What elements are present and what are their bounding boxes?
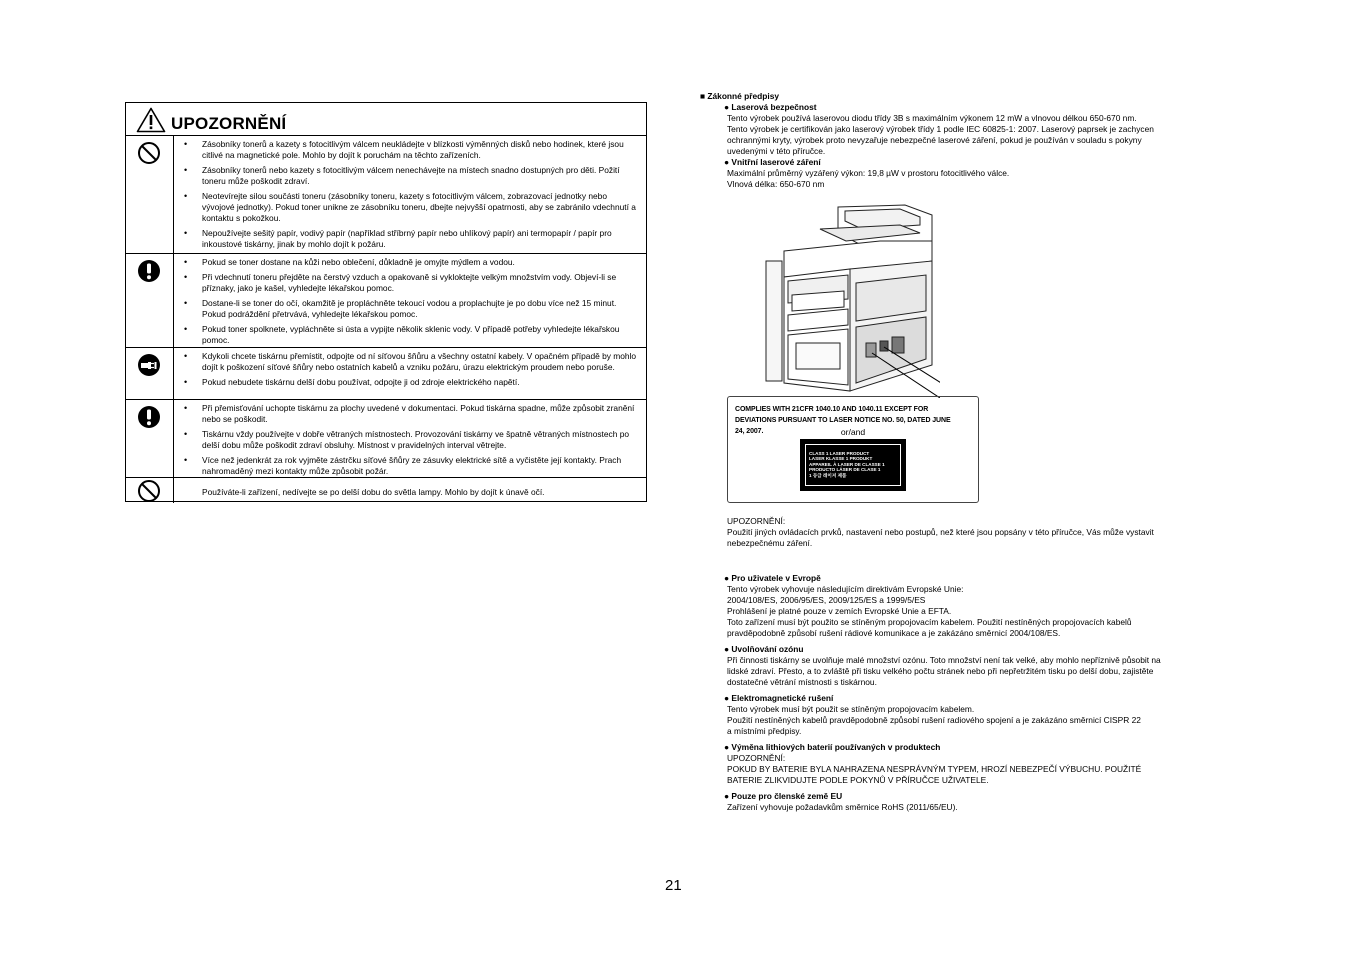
laser-label-line: PRODUCTO LÁSER DE CLASE 1 — [809, 467, 881, 473]
text-line: Tento výrobek je certifikován jako laserový výrobek třídy 1 podle IEC 60825-1: 2007. Laserový paprsek je zachycen — [727, 124, 1154, 134]
warning-triangle-icon — [136, 107, 166, 133]
class1-laser-label — [800, 439, 906, 491]
europe-title: ● Pro uživatele v Evropě — [724, 573, 821, 583]
row-icon-cell — [126, 399, 174, 477]
exclamation-icon — [137, 405, 161, 429]
text-line: lidské zdraví. Přesto, a to zvláště při tisku velkého počtu stránek nebo při nepřetržitém tisku po delší dobu, zajistěte — [727, 666, 1154, 676]
text-line: a místními předpisy. — [727, 726, 802, 736]
laser-label-line: LASER KLASSE 1 PRODUKT — [809, 456, 873, 462]
laser-label-line: APPAREIL À LASER DE CLASSE 1 — [809, 461, 885, 467]
text-line: Maximální průměrný vyzářený výkon: 19,8 µW v prostoru fotocitlivého válce. — [727, 168, 1010, 178]
text-line: Zařízení vyhovuje požadavkům směrnice RoHS (2011/65/EU). — [727, 802, 958, 812]
warning-item: • Dostane-li se toner do očí, okamžitě je propláchněte tekoucí vodou a proplachujte je po dobu více než 15 minut. Pokud podráždění přetrvává, vyhledejte lékařskou pomoc. — [182, 298, 640, 320]
warning-item: Používáte-li zařízení, nedívejte se po delší dobu do světla lampy. Mohlo by dojít k únavě očí. — [202, 487, 545, 497]
warning-item: • Tiskárnu vždy používejte v dobře větraných místnostech. Provozování tiskárny ve špatně větraných místnostech po delší dobu může poškodit zdraví obsluhy. Místnost v pravidelných interval větrejte. — [182, 429, 640, 451]
warning-header — [126, 103, 646, 136]
row-icon-cell — [126, 135, 174, 253]
text-line: BATERIE ZLIKVIDUJTE PODLE POKYNŮ V PŘÍRUČCE UŽIVATELE. — [727, 775, 989, 785]
laser-label-line: 1 등급 레이저 제품 — [809, 472, 847, 478]
text-line: Tento výrobek používá laserovou diodu třídy 3B s maximálním výkonem 12 mW a vlnovou délkou 650-670 nm. — [727, 113, 1137, 123]
text-line: Použití jiných ovládacích prvků, nastavení nebo postupů, než které jsou popsány v této příručce, Vás může vystavit — [727, 527, 1154, 537]
text-line: UPOZORNĚNÍ: — [727, 753, 786, 763]
battery-title: ● Výměna lithiových baterií používaných v produktech — [724, 742, 941, 752]
text-line: nebezpečnému záření. — [727, 538, 813, 548]
printer-illustration — [760, 203, 940, 398]
laser-label-line: CLASS 1 LASER PRODUCT — [809, 451, 870, 456]
internal-laser-block — [700, 157, 1240, 190]
text-line: Tento výrobek vyhovuje následujícím direktivám Evropské Unie: — [727, 584, 964, 594]
prohibition-icon — [137, 141, 161, 165]
warning-item: • Při vdechnutí toneru přejděte na čerstvý vzduch a opakovaně si vykloktejte velkým množstvím vody. Objeví-li se příznaky, jako je kašel, vyhledejte lékařskou pomoc. — [182, 272, 640, 294]
warning-item: • Nepoužívejte sešitý papír, vodivý papír (například stříbrný papír nebo uhlíkový papír) ani termopapír / papír pro inkoustové tiskárny, jinak by mohlo dojít k požáru. — [182, 228, 640, 250]
row-icon-cell — [126, 347, 174, 399]
emc-block — [700, 693, 1240, 737]
warning-item: • Pokud se toner dostane na kůži nebo oblečení, důkladně je omyjte mýdlem a vodou. — [182, 257, 640, 268]
text-line: pravděpodobně způsobí rušení rádiové komunikace a je zakázáno směrnicí 2004/108/ES. — [727, 628, 1061, 638]
text-line: ochrannými kryty, výrobek proto nevyzařuje nebezpečné laserové záření, pokud je používán v souladu s pokyny — [727, 135, 1142, 145]
caution-block — [700, 516, 1240, 549]
unplug-icon — [137, 353, 161, 377]
text-line: Vlnová délka: 650-670 nm — [727, 179, 825, 189]
warning-item: • Pokud nebudete tiskárnu delší dobu používat, odpojte ji od zdroje elektrického napětí. — [182, 377, 640, 388]
eu-only-title: ● Pouze pro členské země EU — [724, 791, 843, 801]
eu-only-block — [700, 791, 1240, 813]
warning-item: • Více než jedenkrát za rok vyjměte zástrčku síťové šňůry ze zásuvky elektrické sítě a vyčistěte její kontakty. Prach nahromaděný mezi kontakty může způsobit požár. — [182, 455, 640, 477]
laser-safety-block — [700, 102, 1240, 157]
warning-item: • Neotevírejte silou součásti toneru (zásobníky toneru, kazety s fotocitlivým válcem, zobrazovací jednotky nebo vývojové jednotky). Pokud toner unikne ze zásobníku toneru, dbejte nejvyšší opatrnosti, aby se zabránilo vdechnutí a kontaktu s pokožkou. — [182, 191, 640, 224]
or-and-text: or/and — [840, 427, 866, 437]
laser-safety-title: ● Laserová bezpečnost — [724, 102, 817, 112]
warning-item: • Zásobníky tonerů a kazety s fotocitlivým válcem neukládejte v blízkosti výměnných disků nebo hodinek, které jsou citlivé na magnetické pole. Mohlo by dojít k poruchám na těchto zařízeních. — [182, 139, 640, 161]
ozone-block — [700, 644, 1240, 688]
warning-item: • Kdykoli chcete tiskárnu přemístit, odpojte od ní síťovou šňůru a všechny ostatní kabely. V opačném případě by mohlo dojít k poškození síťové šňůry nebo ostatních kabelů a vzniku požáru, úrazu elektrickým proudem nebo poruše. — [182, 351, 640, 373]
text-line: Prohlášení je platné pouze v zemích Evropské Unie a EFTA. — [727, 606, 952, 616]
warning-row-storage — [126, 135, 646, 254]
exclamation-icon — [137, 259, 161, 283]
warning-item: • Zásobníky tonerů nebo kazety s fotocitlivým válcem nenechávejte na místech snadno dostupných pro děti. Požití toneru může poškodit zdraví. — [182, 165, 640, 187]
text-line: 2004/108/ES, 2006/95/ES, 2009/125/ES a 1999/5/ES — [727, 595, 926, 605]
europe-block — [700, 573, 1240, 639]
text-line: Toto zařízení musí být použito se stíněným propojovacím kabelem. Použití nestíněných propojovacích kabelů — [727, 617, 1132, 627]
emc-title: ● Elektromagnetické rušení — [724, 693, 834, 703]
prohibition-icon — [137, 479, 161, 503]
warning-row-handling — [126, 399, 646, 478]
regulatory-lower — [700, 516, 1240, 813]
warning-item: • Pokud toner spolknete, vypláchněte si ústa a vypijte několik sklenic vody. V případě potřeby vyhledejte lékařskou pomoc. — [182, 324, 640, 346]
compliance-line: COMPLIES WITH 21CFR 1040.10 AND 1040.11 EXCEPT FOR — [735, 404, 929, 413]
laser-label-box — [727, 396, 979, 503]
internal-laser-title: ● Vnitřní laserové záření — [724, 157, 821, 167]
warning-title: UPOZORNĚNÍ — [171, 114, 287, 133]
text-line: dostatečné větrání místnosti s tiskárnou. — [727, 677, 877, 687]
text-line: POKUD BY BATERIE BYLA NAHRAZENA NESPRÁVNÝM TYPEM, HROZÍ NEBEZPEČÍ VÝBUCHU. POUŽITÉ — [727, 764, 1142, 774]
text-line: Použití nestíněných kabelů pravděpodobně způsobí rušení radiového spojení a je zakázáno směrnicí CISPR 22 — [727, 715, 1141, 725]
compliance-line: DEVIATIONS PURSUANT TO LASER NOTICE NO. 50, DATED JUNE 24, 2007. — [735, 415, 951, 435]
ozone-title: ● Uvolňování ozónu — [724, 644, 804, 654]
warning-item: • Při přemisťování uchopte tiskárnu za plochy uvedené v dokumentaci. Pokud tiskárna spadne, může způsobit zranění nebo se poškodit. — [182, 403, 640, 425]
caution-title: UPOZORNĚNÍ: — [727, 516, 786, 526]
regulatory-heading: ■ Zákonné předpisy — [700, 91, 780, 101]
page-number: 21 — [665, 877, 682, 894]
regulatory-section — [700, 91, 1240, 190]
battery-block — [700, 742, 1240, 786]
text-line: uvedenými v této příručce. — [727, 146, 826, 156]
row-icon-cell — [126, 477, 174, 503]
row-icon-cell — [126, 253, 174, 347]
warning-row-lamp — [126, 477, 646, 503]
warning-row-unplug — [126, 347, 646, 400]
warning-row-toner-contact — [126, 253, 646, 348]
warning-table — [125, 102, 647, 502]
text-line: Při činnosti tiskárny se uvolňuje malé množství ozónu. Toto množství není tak velké, aby mohlo nepříznivě působit na — [727, 655, 1161, 665]
text-line: Tento výrobek musí být použit se stíněným propojovacím kabelem. — [727, 704, 975, 714]
